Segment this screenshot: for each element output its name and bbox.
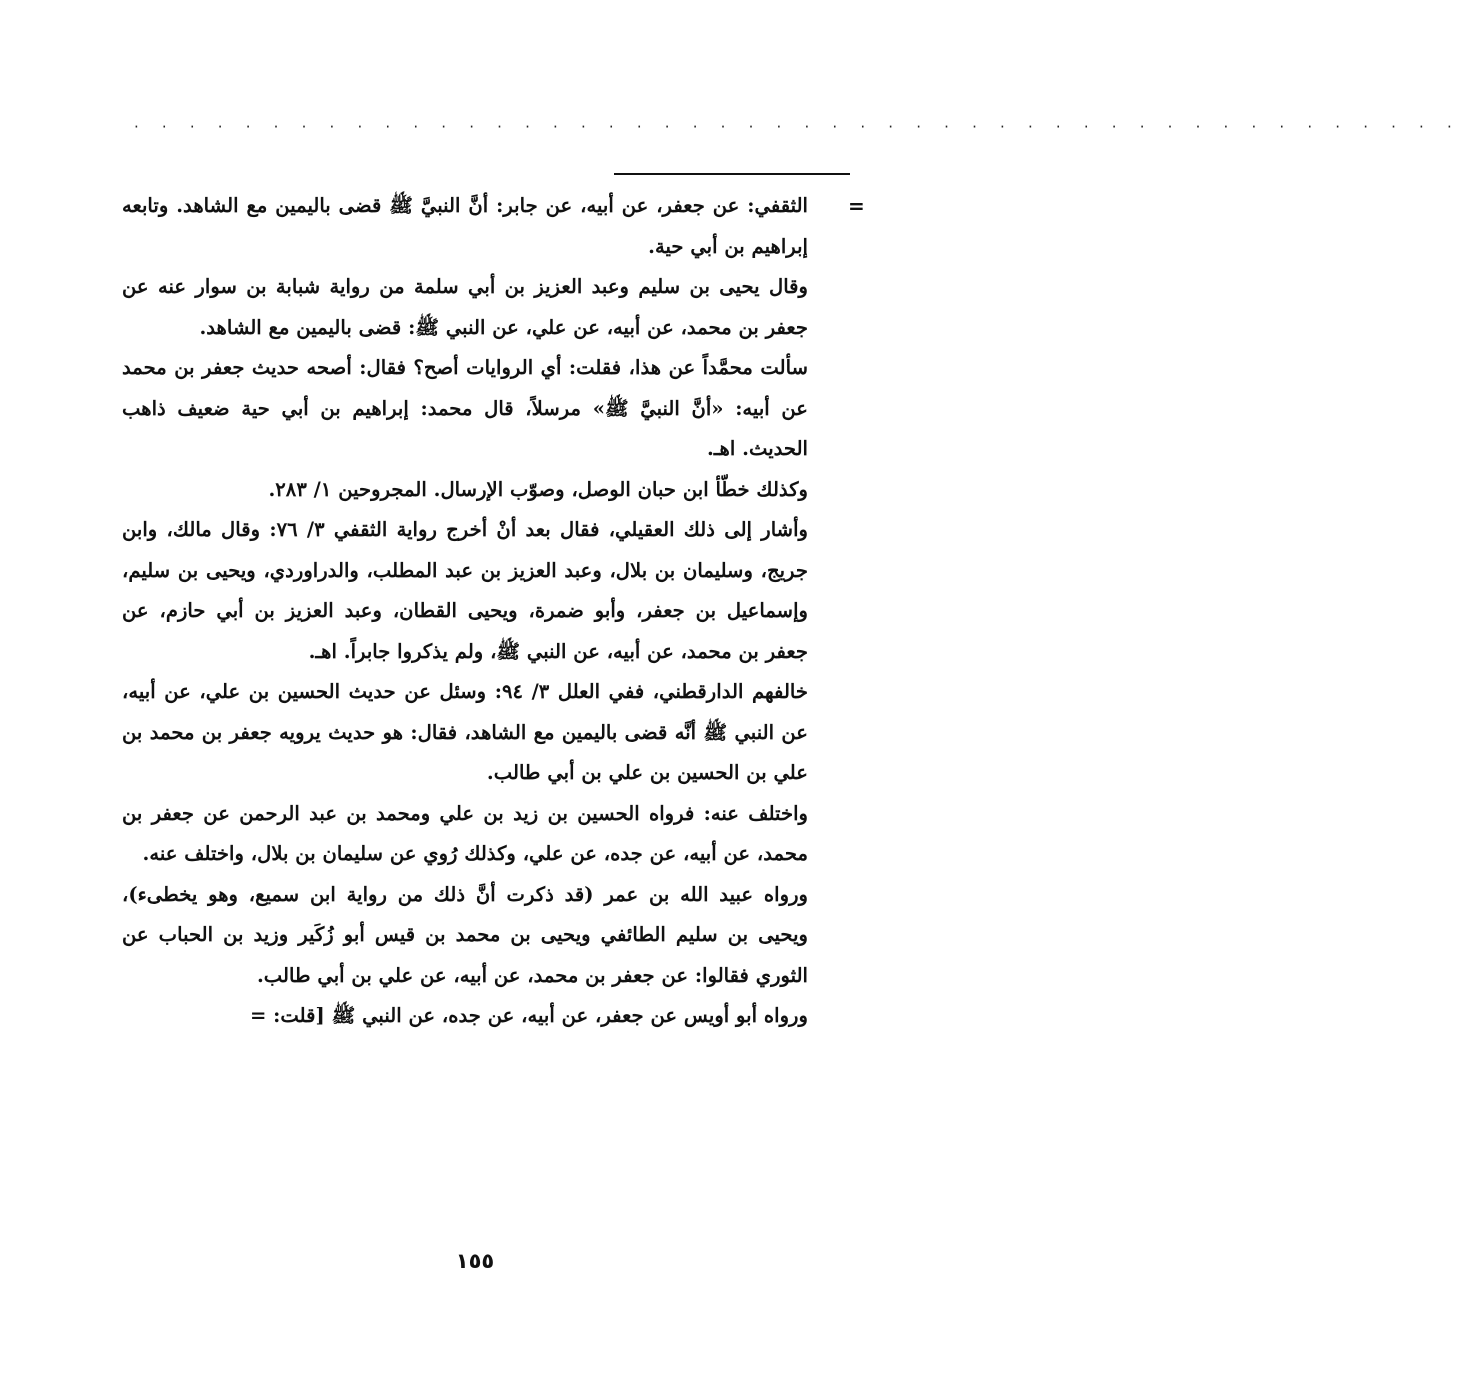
header-dotted-line: · · · · · · · · · · · · · · · · · · · · · · · · · · · · · · · · · · · · · · · · · · · · · · · · bbox=[134, 118, 1461, 136]
footnote-paragraph: واختلف عنه: فرواه الحسين بن زيد بن علي ومحمد بن عبد الرحمن عن جعفر بن محمد، عن أبيه، عن جده، عن علي، وكذلك رُوي عن سليمان بن بلال، واختلف عنه. bbox=[122, 801, 808, 865]
footnote-paragraph: الثقفي: عن جعفر، عن أبيه، عن جابر: أنَّ النبيَّ ﷺ قضى باليمين مع الشاهد. وتابعه إبراهيم بن أبي حية. bbox=[122, 194, 808, 258]
continuation-mark: = bbox=[848, 194, 865, 218]
footnote-text bbox=[122, 186, 808, 1037]
footnote-paragraph: سألت محمَّداً عن هذا، فقلت: أي الروايات أصح؟ فقال: أصحه حديث جعفر بن محمد عن أبيه: «أنَّ النبيَّ ﷺ» مرسلاً، قال محمد: إبراهيم بن أبي حية ضعيف ذاهب الحديث. اهـ. bbox=[122, 356, 808, 460]
footnote-paragraph: وكذلك خطّأ ابن حبان الوصل، وصوّب الإرسال. المجروحين ١/ ٢٨٣. bbox=[268, 477, 808, 501]
footnote-paragraph: ورواه عبيد الله بن عمر (قد ذكرت أنَّ ذلك من رواية ابن سميع، وهو يخطىء)، ويحيى بن سليم الطائفي ويحيى بن محمد بن قيس أبو زُكَير وزيد بن الحباب عن الثوري فقالوا: عن جعفر بن محمد، عن أبيه، عن علي بن أبي طالب. bbox=[122, 882, 808, 987]
footnote-separator-rule bbox=[614, 173, 850, 175]
footnote-paragraph: وقال يحيى بن سليم وعبد العزيز بن أبي سلمة من رواية شبابة بن سوار عنه عن جعفر بن محمد، عن أبيه، عن علي، عن النبي ﷺ: قضى باليمين مع الشاهد. bbox=[122, 275, 808, 339]
footnote-paragraph: ورواه أبو أويس عن جعفر، عن أبيه، عن جده، عن النبي ﷺ [قلت: = bbox=[249, 1004, 808, 1027]
footnote-paragraph: خالفهم الدارقطني، ففي العلل ٣/ ٩٤: وسئل عن حديث الحسين بن علي، عن أبيه، عن النبي ﷺ أنَّه قضى باليمين مع الشاهد، فقال: هو حديث يرويه جعفر بن محمد بن علي بن الحسين بن علي بن أبي طالب. bbox=[122, 680, 809, 784]
footnote-paragraph: وأشار إلى ذلك العقيلي، فقال بعد أنْ أخرج رواية الثقفي ٣/ ٧٦: وقال مالك، وابن جريج، وسليمان بن بلال، وعبد العزيز بن عبد المطلب، والدراوردي، ويحيى بن سليم، وإسماعيل بن جعفر، وأبو ضمرة، ويحيى القطان، وعبد العزيز بن أبي حازم، عن جعفر بن محمد، عن أبيه، عن النبي ﷺ، ولم يذكروا جابراً. اهـ. bbox=[122, 518, 808, 663]
page-number: ١٥٥ bbox=[455, 1249, 495, 1273]
